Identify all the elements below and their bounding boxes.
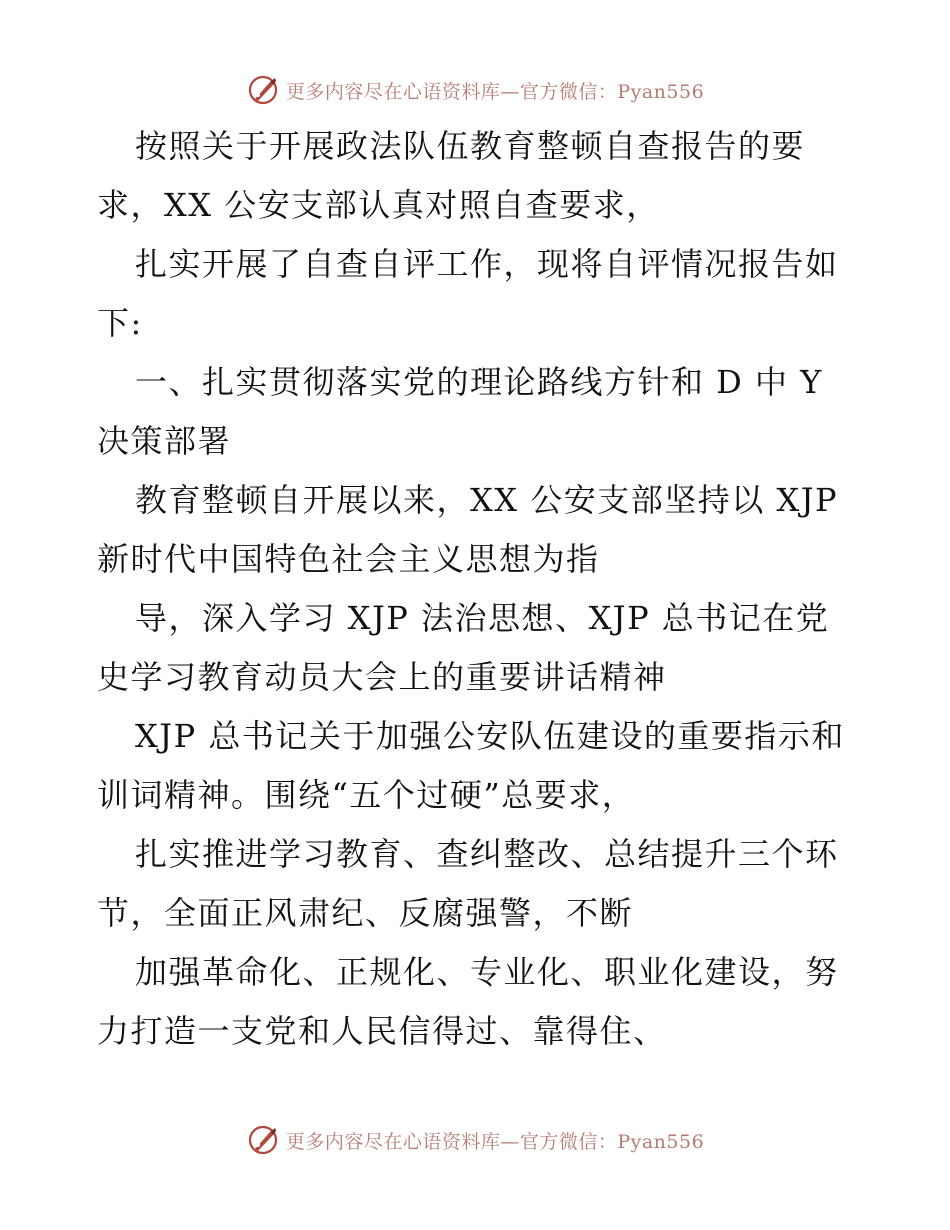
paragraph-6: 扎实推进学习教育、查纠整改、总结提升三个环节，全面正风肃纪、反腐强警，不断	[97, 835, 839, 932]
quill-pen-logo-icon	[246, 73, 280, 107]
quill-pen-logo-icon	[246, 1123, 280, 1157]
paragraph-5: XJP 总书记关于加强公安队伍建设的重要指示和训词精神。围绕“五个过硬”总要求，	[97, 717, 845, 814]
header-watermark-banner	[0, 70, 950, 110]
footer-watermark-text: 更多内容尽在心语资料库—官方微信：Pyan556	[285, 1130, 705, 1153]
document-body	[97, 117, 857, 1061]
header-watermark-text: 更多内容尽在心语资料库—官方微信：Pyan556	[285, 80, 705, 103]
paragraph-1: 按照关于开展政法队伍教育整顿自查报告的要求，XX 公安支部认真对照自查要求，	[97, 127, 806, 224]
footer-watermark-banner	[0, 1120, 950, 1160]
section-heading-1: 一、扎实贯彻落实党的理论路线方针和 D 中 Y 决策部署	[97, 363, 823, 460]
paragraph-4: 导，深入学习 XJP 法治思想、XJP 总书记在党史学习教育动员大会上的重要讲话精神	[97, 599, 830, 696]
paragraph-3: 教育整顿自开展以来，XX 公安支部坚持以 XJP 新时代中国特色社会主义思想为指	[97, 481, 839, 578]
paragraph-7: 加强革命化、正规化、专业化、职业化建设，努力打造一支党和人民信得过、靠得住、	[97, 953, 839, 1050]
paragraph-2: 扎实开展了自查自评工作，现将自评情况报告如下:	[97, 245, 839, 342]
